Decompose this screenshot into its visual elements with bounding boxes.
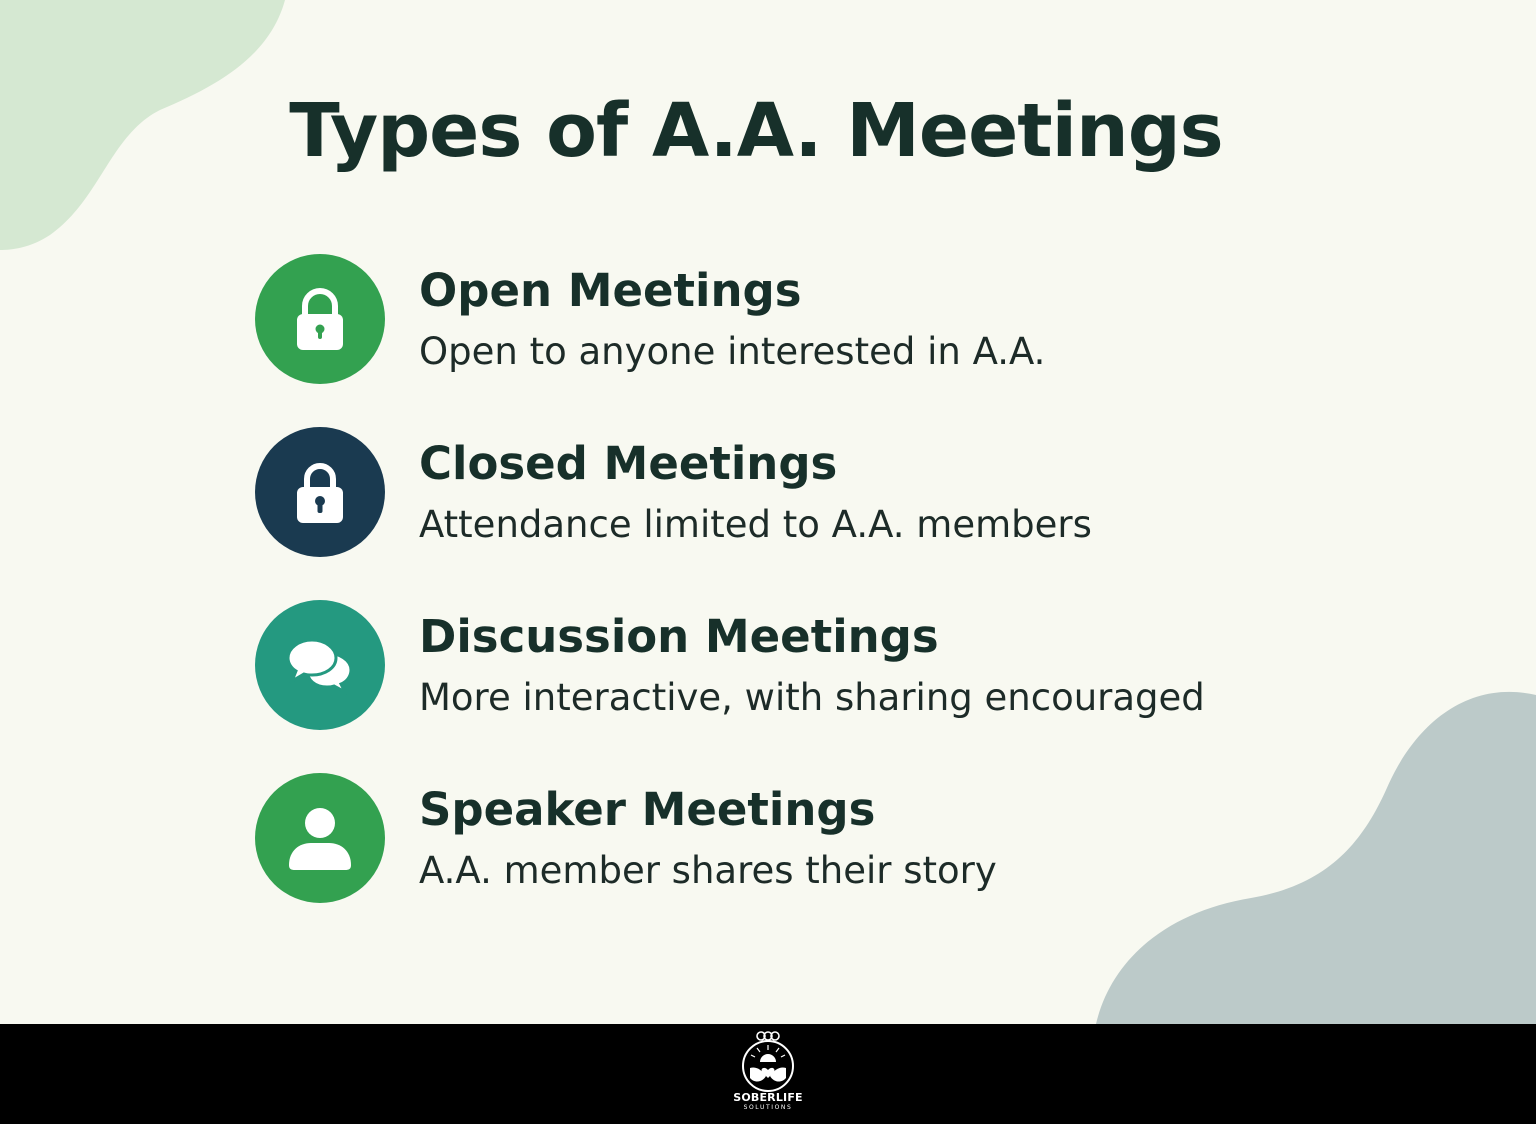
meeting-description: More interactive, with sharing encouraged [419,676,1205,719]
meeting-item-open [255,254,1305,384]
meeting-type-list [255,254,1305,946]
brand-logo [718,1028,818,1122]
footer-bar [0,1024,1536,1124]
meeting-title: Open Meetings [419,264,802,317]
meeting-description: Open to anyone interested in A.A. [419,330,1046,373]
meeting-title: Discussion Meetings [419,610,939,663]
soberlife-emblem-icon [736,1028,800,1092]
meeting-item-discussion [255,600,1305,730]
closed-meeting-text [419,435,1305,557]
meeting-title: Closed Meetings [419,437,838,490]
closed-meeting-badge [255,427,385,557]
page-title: Types of A.A. Meetings [289,88,1223,174]
meeting-description: Attendance limited to A.A. members [419,503,1092,546]
person-icon [285,803,355,873]
speaker-meeting-text [419,781,1305,903]
discussion-meeting-badge [255,600,385,730]
meeting-item-speaker [255,773,1305,903]
logo-wordmark: SOBERLIFE [733,1091,803,1104]
open-meeting-text [419,262,1305,384]
closed-lock-icon [285,457,355,527]
logo-tagline: SOLUTIONS [743,1104,793,1111]
discussion-meeting-text [419,608,1305,730]
open-lock-icon [285,284,355,354]
meeting-item-closed [255,427,1305,557]
chat-bubbles-icon [285,630,355,700]
open-meeting-badge [255,254,385,384]
meeting-description: A.A. member shares their story [419,849,997,892]
meeting-title: Speaker Meetings [419,783,876,836]
speaker-meeting-badge [255,773,385,903]
